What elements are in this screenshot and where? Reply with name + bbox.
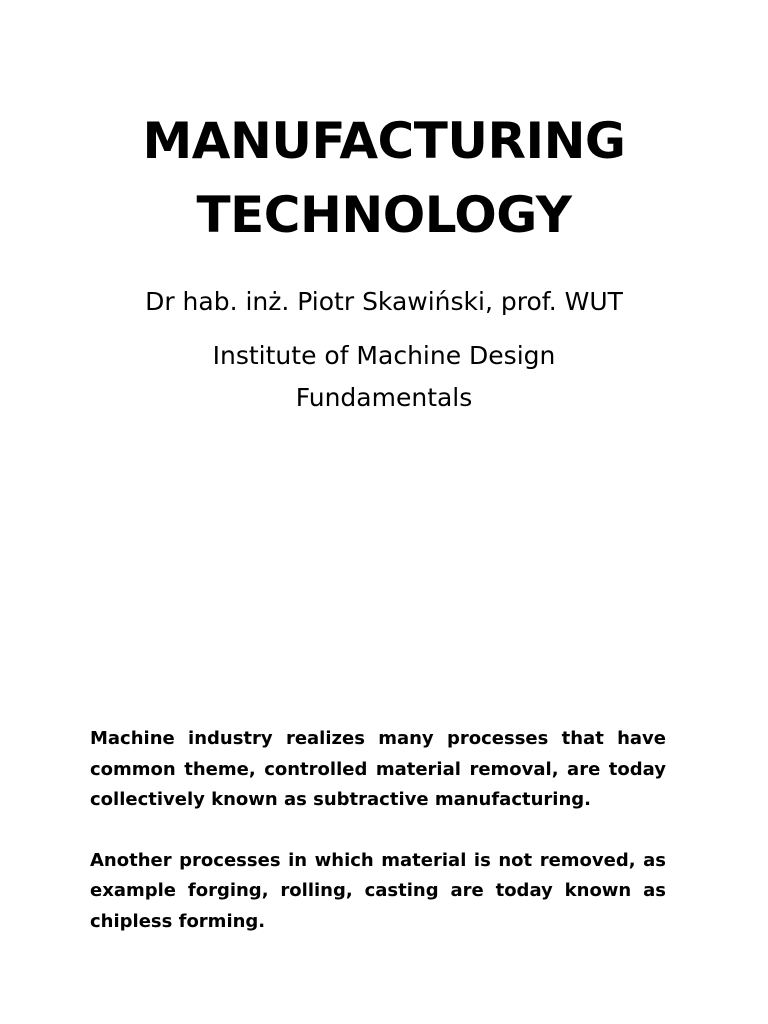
author-info (0, 280, 768, 420)
paragraph-1: Machine industry realizes many processes that have common theme, controlled material removal, are today collectively known as subtractive manufacturing. (90, 728, 666, 810)
title-line-2: TECHNOLOGY (196, 186, 572, 244)
paragraph-2: Another processes in which material is not removed, as example forging, rolling, casting are today known as chipless forming. (90, 849, 666, 932)
title-line-1: MANUFACTURING (142, 112, 626, 170)
institute-line-2: Fundamentals (295, 383, 473, 412)
institute-line-1: Institute of Machine Design (212, 341, 556, 370)
page-title (0, 104, 768, 252)
author-name: Dr hab. inż. Piotr Skawiński, prof. WUT (145, 287, 623, 316)
body-text (90, 724, 666, 937)
